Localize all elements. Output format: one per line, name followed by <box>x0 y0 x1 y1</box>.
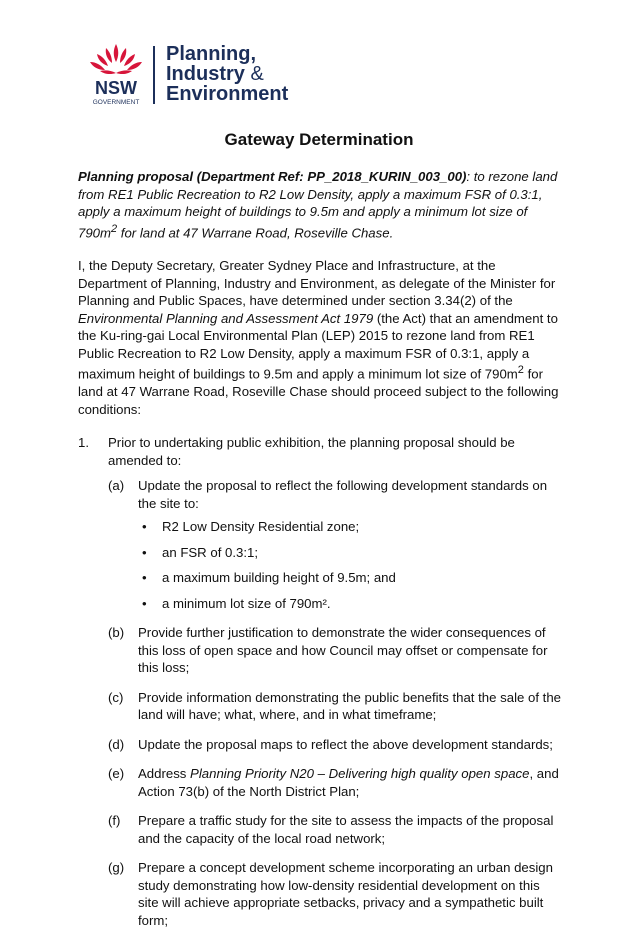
condition-item-g: (g) Prepare a concept development scheme incorporating an urban design study demonstrating how low-density residential development on this site will achieve appropriate setbacks, privacy and a sympathetic built form; <box>108 860 553 928</box>
condition-item-d: (d) Update the proposal maps to reflect the above development standards; <box>108 736 553 752</box>
condition-1 <box>78 434 562 929</box>
act-name: Environmental Planning and Assessment Act 1979 <box>78 310 374 326</box>
proposal-ref: Planning proposal (Department Ref: PP_2018_KURIN_003_00) <box>78 169 467 184</box>
org-line-1: Planning, <box>166 43 256 65</box>
nsw-waratah-logo <box>80 40 152 112</box>
organisation-name <box>166 44 288 104</box>
list-item: • a minimum lot size of 790m². <box>142 595 331 611</box>
page-title: Gateway Determination <box>224 130 414 149</box>
page-header <box>80 40 340 112</box>
org-line-3: Environment <box>166 83 289 105</box>
org-ampersand: & <box>250 63 264 85</box>
determination-paragraph: I, the Deputy Secretary, Greater Sydney Place and Infrastructure, at the Department of Planning, Industry and Environment, as delegate of the Minister for Planning and Public Spaces, have determined under section 3.34(2) of the Environmental Planning and Assessment Act 1979 (the Act) that an amendment to the Ku-ring-gai Local Environmental Plan (LEP) 2015 to rezone land from RE1 Public Recreation to R2 Low Density, apply a maximum FSR of 0.3:1, apply a maximum height of buildings to 9.5m and apply a minimum lot size of $790m^2$ for land at 47 Warrane Road, Roseville Chase should proceed subject to the following conditions: <box>78 258 559 417</box>
list-item: • an FSR of 0.3:1; <box>142 544 259 560</box>
logo-divider <box>153 46 155 104</box>
condition-item-e: (e) Address Planning Priority N20 – Delivering high quality open space, and Action 73(b) of the North District Plan; <box>108 766 559 799</box>
condition-item-f: (f) Prepare a traffic study for the site to assess the impacts of the proposal and the capacity of the local road network; <box>108 813 554 846</box>
planning-priority: Planning Priority N20 – Delivering high quality open space <box>190 766 530 782</box>
logo-text: NSW <box>95 78 137 98</box>
logo-subtext: GOVERNMENT <box>92 99 140 106</box>
condition-item-b: (b) Provide further justification to demonstrate the wider consequences of this loss of open space and how Council may offset or compensate for this loss; <box>108 625 548 676</box>
list-item: • R2 Low Density Residential zone; <box>142 519 360 535</box>
condition-item-a: (a) Update the proposal to reflect the following development standards on the site to: • R2 Low Density Residential zone; • an FSR of 0.3:1; • a maximum building height of 9.5m; and • a minimum lot size of 790m². <box>108 477 562 612</box>
condition-item-c: (c) Provide information demonstrating the public benefits that the sale of the land will have; what, where, and in what timeframe; <box>108 689 561 723</box>
list-item: • a maximum building height of 9.5m; and <box>142 570 396 586</box>
org-line-2: Industry & <box>166 63 264 85</box>
condition-lead: Prior to undertaking public exhibition, the planning proposal should be amended to: <box>108 435 515 468</box>
document-body <box>78 168 562 941</box>
proposal-intro: Planning proposal (Department Ref: PP_2018_KURIN_003_00): to rezone land from RE1 Public Recreation to R2 Low Density, apply a maximum FSR of 0.3:1, apply a maximum height of buildings to 9.5m and apply a minimum lot size of $790m^2$ for land at 47 Warrane Road, Roseville Chase. <box>78 169 558 240</box>
standards-list <box>138 518 562 612</box>
condition-number: 1. <box>78 435 89 451</box>
